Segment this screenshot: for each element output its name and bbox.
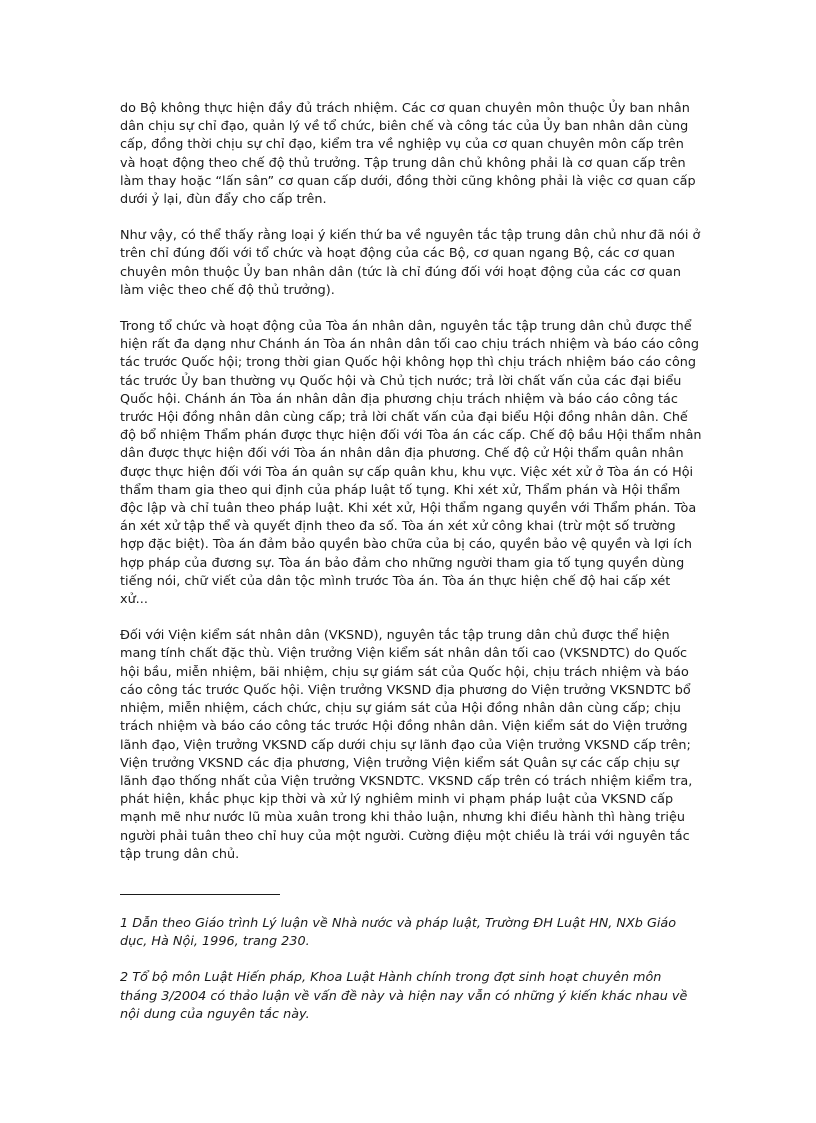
body-paragraph: Trong tổ chức và hoạt động của Tòa án nhân dân, nguyên tắc tập trung dân chủ được thể hiện rất đa dạng như Chánh án Tòa án nhân dân tối cao chịu trách nhiệm và báo cáo công tác trước Quốc hội; trong thời gian Quốc hội không họp thì chịu trách nhiệm báo cáo công tác trước Ủy ban thường vụ Quốc hội và Chủ tịch nước; trả lời chất vấn của các đại biểu Quốc hội. Chánh án Tòa án nhân dân địa phương chịu trách nhiệm và báo cáo công tác trước Hội đồng nhân dân cùng cấp; trả lời chất vấn của đại biểu Hội đồng nhân dân. Chế độ bổ nhiệm Thẩm phán được thực hiện đối với Tòa án các cấp. Chế độ bầu Hội thẩm nhân dân được thực hiện đối với Tòa án nhân dân địa phương. Chế độ cử Hội thẩm quân nhân được thực hiện đối với Tòa án quân sự cấp quân khu, khu vực. Việc xét xử ở Tòa án có Hội thẩm tham gia theo qui định của pháp luật tố tụng. Khi xét xử, Thẩm phán và Hội thẩm độc lập và chỉ tuân theo pháp luật. Khi xét xử, Hội thẩm ngang quyền với Thẩm phán. Tòa án xét xử tập thể và quyết định theo đa số. Tòa án xét xử công khai (trừ một số trường hợp đặc biệt). Tòa án đảm bảo quyền bào chữa của bị cáo, quyền bảo vệ quyền và lợi ích hợp pháp của đương sự. Tòa án bảo đảm cho những người tham gia tố tụng quyền dùng tiếng nói, chữ viết của dân tộc mình trước Tòa án. Tòa án thực hiện chế độ hai cấp xét xử... [120,319,702,608]
body-paragraph: Như vậy, có thể thấy rằng loại ý kiến thứ ba về nguyên tắc tập trung dân chủ như đã nói ở trên chỉ đúng đối với tổ chức và hoạt động của các Bộ, cơ quan ngang Bộ, các cơ quan chuyên môn thuộc Ủy ban nhân dân (tức là chỉ đúng đối với hoạt động của các cơ quan làm việc theo chế độ thủ trưởng). [120,228,701,298]
document-page [120,100,702,1042]
body-paragraph: do Bộ không thực hiện đầy đủ trách nhiệm. Các cơ quan chuyên môn thuộc Ủy ban nhân dân chịu sự chỉ đạo, quản lý về tổ chức, biên chế và công tác của Ủy ban nhân dân cùng cấp, đồng thời chịu sự chỉ đạo, kiểm tra về nghiệp vụ của cơ quan chuyên môn cấp trên và hoạt động theo chế độ thủ trưởng. Tập trung dân chủ không phải là cơ quan cấp trên làm thay hoặc “lấn sân” cơ quan cấp dưới, đồng thời cũng không phải là việc cơ quan cấp dưới ỷ lại, đùn đẩy cho cấp trên. [120,101,696,208]
body-paragraph: Đối với Viện kiểm sát nhân dân (VKSND), nguyên tắc tập trung dân chủ được thể hiện mang tính chất đặc thù. Viện trưởng Viện kiểm sát nhân dân tối cao (VKSNDTC) do Quốc hội bầu, miễn nhiệm, bãi nhiệm, chịu sự giám sát của Quốc hội, chịu trách nhiệm và báo cáo công tác trước Quốc hội. Viện trưởng VKSND địa phương do Viện trưởng VKSNDTC bổ nhiệm, miễn nhiệm, cách chức, chịu sự giám sát của Hội đồng nhân dân cùng cấp; chịu trách nhiệm và báo cáo công tác trước Hội đồng nhân dân. Viện kiểm sát do Viện trưởng lãnh đạo, Viện trưởng VKSND cấp dưới chịu sự lãnh đạo của Viện trưởng VKSND cấp trên; Viện trưởng VKSND các địa phương, Viện trưởng Viện kiểm sát Quân sự các cấp chịu sự lãnh đạo thống nhất của Viện trưởng VKSNDTC. VKSND cấp trên có trách nhiệm kiểm tra, phát hiện, khắc phục kịp thời và xử lý nghiêm minh vi phạm pháp luật của VKSND cấp mạnh mẽ như nước lũ mùa xuân trong khi thảo luận, nhưng khi điều hành thì hàng triệu người phải tuân theo chỉ huy của một người. Cường điệu một chiều là trái với nguyên tắc tập trung dân chủ. [120,628,693,862]
footnote-2: 2 Tổ bộ môn Luật Hiến pháp, Khoa Luật Hành chính trong đợt sinh hoạt chuyên môn tháng 3/2004 có thảo luận về vấn đề này và hiện nay vẫn có những ý kiến khác nhau về nội dung của nguyên tắc này. [120,970,688,1022]
footnote-separator [120,894,280,895]
footnote-1: 1 Dẫn theo Giáo trình Lý luận về Nhà nước và pháp luật, Trường ĐH Luật HN, NXb Giáo dục, Hà Nội, 1996, trang 230. [120,915,677,950]
